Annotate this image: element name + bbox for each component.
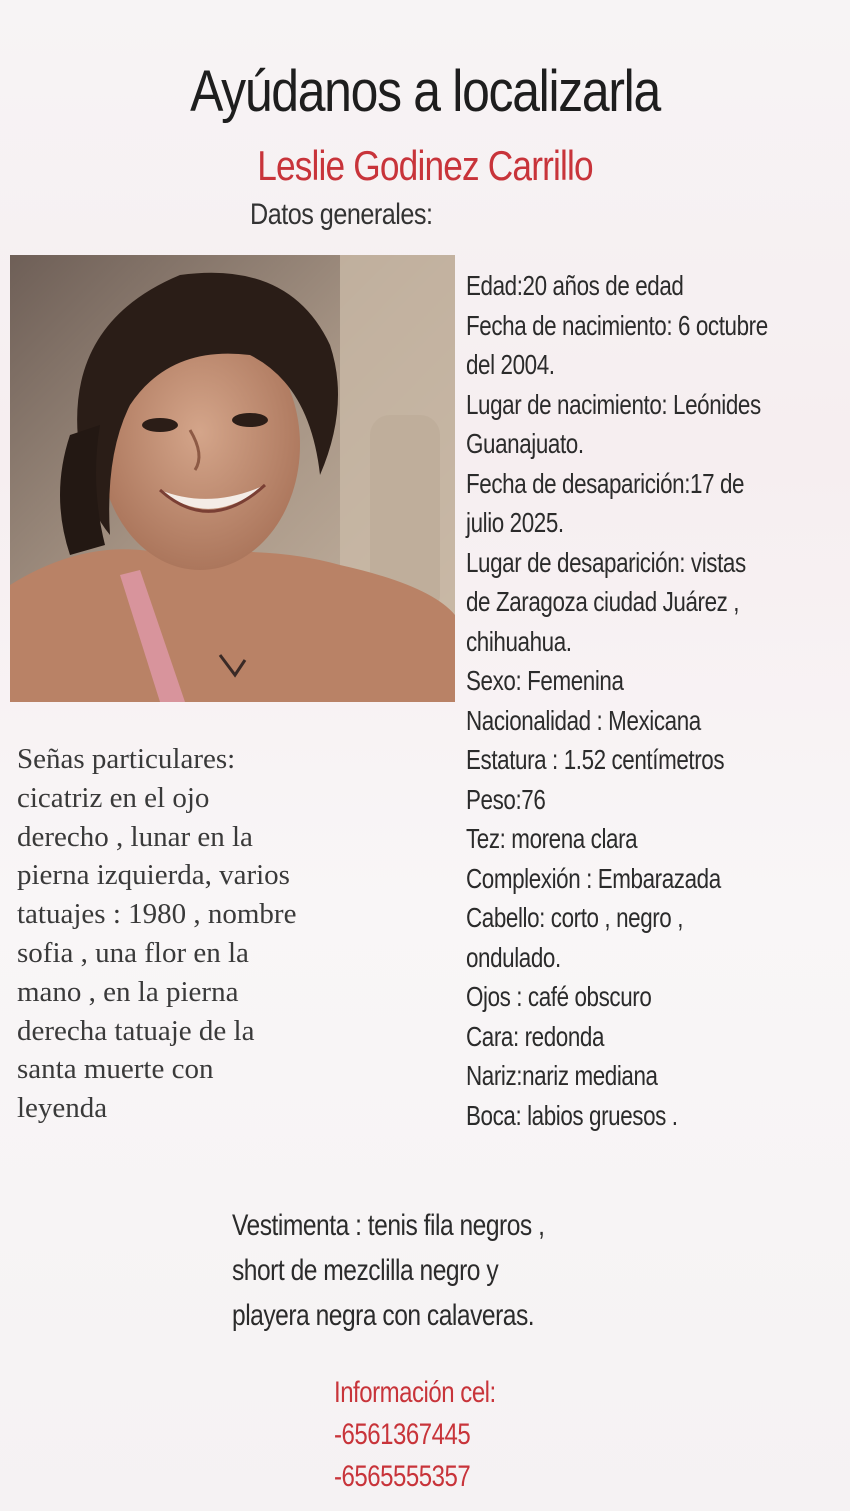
poster-title: Ayúdanos a localizarla bbox=[190, 59, 660, 124]
contact-info bbox=[334, 1372, 654, 1498]
detail-line: ondulado. bbox=[466, 941, 561, 973]
detail-line: Ojos : café obscuro bbox=[466, 981, 652, 1012]
detail-line: Complexión : Embarazada bbox=[466, 862, 721, 894]
detail-line: del 2004. bbox=[466, 349, 555, 380]
contact-heading: Información cel: bbox=[334, 1376, 496, 1409]
clothing-description bbox=[232, 1203, 752, 1338]
marks-line: santa muerte con bbox=[17, 1053, 214, 1086]
detail-line: Guanajuato. bbox=[466, 428, 584, 459]
detail-line: Boca: labios gruesos . bbox=[466, 1099, 678, 1131]
detail-line: Nariz:nariz mediana bbox=[466, 1060, 658, 1091]
detail-line: Nacionalidad : Mexicana bbox=[466, 704, 701, 736]
marks-line: cicatriz en el ojo bbox=[17, 781, 210, 814]
marks-line: pierna izquierda, varios bbox=[17, 859, 290, 892]
marks-line: sofia , una flor en la bbox=[17, 936, 249, 969]
detail-line: chihuahua. bbox=[466, 625, 572, 657]
marks-line: derecha tatuaje de la bbox=[17, 1014, 255, 1047]
detail-line: Cabello: corto , negro , bbox=[466, 902, 684, 933]
detail-line: Sexo: Femenina bbox=[466, 665, 624, 696]
phone-number[interactable]: -6561367445 bbox=[334, 1418, 471, 1451]
detail-line: Tez: morena clara bbox=[466, 823, 638, 854]
clothing-line: Vestimenta : tenis fila negros , bbox=[232, 1209, 545, 1242]
distinguishing-marks bbox=[17, 740, 457, 1128]
detail-line: julio 2025. bbox=[466, 507, 564, 538]
marks-line: Señas particulares: bbox=[17, 743, 236, 775]
clothing-line: short de mezclilla negro y bbox=[232, 1254, 499, 1287]
detail-line: Edad:20 años de edad bbox=[466, 270, 684, 301]
detail-line: de Zaragoza ciudad Juárez , bbox=[466, 586, 740, 617]
person-name: Leslie Godinez Carrillo bbox=[257, 142, 593, 189]
marks-line: leyenda bbox=[17, 1092, 108, 1125]
detail-line: Peso:76 bbox=[466, 783, 546, 815]
clothing-line: playera negra con calaveras. bbox=[232, 1299, 535, 1332]
detail-line: Fecha de nacimiento: 6 octubre bbox=[466, 309, 768, 341]
detail-line: Fecha de desaparición:17 de bbox=[466, 467, 745, 499]
person-photo bbox=[10, 255, 455, 702]
general-data-list bbox=[466, 266, 846, 1135]
marks-line: derecho , lunar en la bbox=[17, 820, 253, 853]
detail-line: Lugar de desaparición: vistas bbox=[466, 546, 746, 578]
phone-number[interactable]: -6565555357 bbox=[334, 1460, 471, 1493]
detail-line: Estatura : 1.52 centímetros bbox=[466, 744, 725, 775]
detail-line: Lugar de nacimiento: Leónides bbox=[466, 388, 761, 420]
detail-line: Cara: redonda bbox=[466, 1020, 605, 1052]
section-heading-general-data: Datos generales: bbox=[250, 198, 433, 231]
marks-line: mano , en la pierna bbox=[17, 975, 239, 1008]
marks-line: tatuajes : 1980 , nombre bbox=[17, 898, 297, 931]
